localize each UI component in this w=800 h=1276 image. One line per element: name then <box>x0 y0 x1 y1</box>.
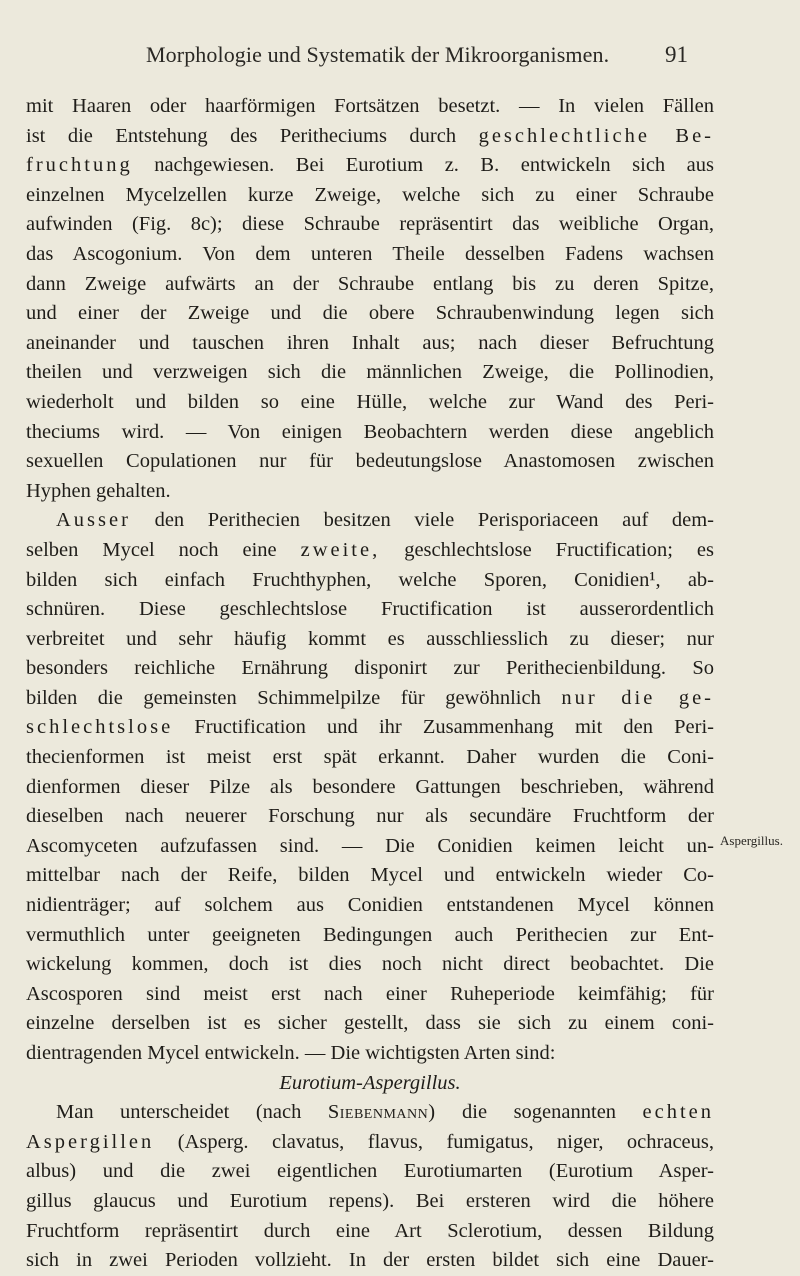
text-line: mittelbar nach der Reife, bilden Mycel und entwickeln wieder Co- <box>26 864 714 887</box>
text-line: und einer der Zweige und die obere Schraubenwindung legen sich <box>26 302 714 325</box>
text-line: das Ascogonium. Von dem unteren Theile desselben Fadens wachsen <box>26 242 714 265</box>
text-line: dientragenden Mycel entwickeln. — Die wichtigsten Arten sind: <box>26 1042 556 1064</box>
text-line: vermuthlich unter geeigneten Bedingungen auch Perithecien zur Ent- <box>26 923 714 946</box>
text-line: dieselben nach neuerer Forschung nur als secundäre Fruchtform der <box>26 805 714 828</box>
text-line: gillus glaucus und Eurotium repens). Bei ersteren wird die höhere <box>26 1189 714 1212</box>
text-line: Ascosporen sind meist erst nach einer Ruheperiode keimfähig; für <box>26 982 714 1005</box>
running-head <box>130 42 690 72</box>
author-name: Siebenmann) <box>327 1101 436 1124</box>
text-line: sich in zwei Perioden vollzieht. In der ersten bildet sich eine Dauer- <box>26 1249 714 1272</box>
text-line: dienformen dieser Pilze als besondere Gattungen beschrieben, während <box>26 775 714 798</box>
spaced-emphasis: geschlechtliche Be- <box>478 124 715 147</box>
text-line: mit Haaren oder haarförmigen Fortsätzen besetzt. — In vielen Fällen <box>26 95 714 117</box>
text-line: theciums wird. — Von einigen Beobachtern werden diese angeblich <box>26 420 714 443</box>
text-line: schnüren. Diese geschlechtslose Fructification ist ausserordentlich <box>26 598 714 621</box>
text-line: ist die Entstehung des Peritheciums durch geschlechtliche Be- <box>26 124 715 147</box>
text-line: nidienträger; auf solchem aus Conidien entstandenen Mycel können <box>26 894 714 917</box>
text-line: Ascomyceten aufzufassen sind. — Die Conidien keimen leicht un- <box>26 834 714 857</box>
text-line: selben Mycel noch eine zweite, geschlechtslose Fructification; es <box>26 538 715 561</box>
text-line: Aspergillen (Asperg. clavatus, flavus, fumigatus, niger, ochraceus, <box>26 1130 714 1153</box>
text-line: Man unterscheidet (nach Siebenmann) die sogenannten echten <box>56 1101 715 1124</box>
text-line: bilden die gemeinsten Schimmelpilze für gewöhnlich nur die ge- <box>26 686 715 709</box>
text-line: einzelnen Mycelzellen kurze Zweige, welche sich zu einer Schraube <box>26 183 714 206</box>
spaced-emphasis: zweite, <box>300 538 381 561</box>
text-line: Hyphen gehalten. <box>26 479 171 502</box>
spaced-emphasis: nur die ge- <box>561 686 715 709</box>
text-line: thecienformen ist meist erst spät erkannt. Daher wurden die Coni- <box>26 746 714 769</box>
running-title: Morphologie und Systematik der Mikroorganismen. <box>146 42 610 67</box>
text-line: einzelne derselben ist es sicher gestellt, dass sie sich zu einem coni- <box>26 1012 714 1035</box>
text-line: fruchtung nachgewiesen. Bei Eurotium z. B. entwickeln sich aus <box>26 154 714 177</box>
text-line: aufwinden (Fig. 8c); diese Schraube repräsentirt das weibliche Organ, <box>26 213 714 236</box>
text-line: verbreitet und sehr häufig kommt es ausschliesslich zu dieser; nur <box>26 627 714 650</box>
spaced-emphasis: Aspergillen <box>26 1130 155 1153</box>
body-text <box>26 92 714 1276</box>
page-number: 91 <box>665 42 688 67</box>
text-line: theilen und verzweigen sich die männlichen Zweige, die Pollinodien, <box>26 361 714 384</box>
spaced-emphasis: schlechtslose <box>26 716 174 739</box>
spaced-emphasis: Ausser <box>56 509 131 532</box>
text-line: wickelung kommen, doch ist dies noch nicht direct beobachtet. Die <box>26 953 714 976</box>
text-line: aneinander und tauschen ihren Inhalt aus; nach dieser Befruchtung <box>26 331 714 354</box>
text-line: besonders reichliche Ernährung disponirt zur Perithecienbildung. So <box>26 657 714 680</box>
text-line: dann Zweige aufwärts an der Schraube entlang bis zu deren Spitze, <box>26 272 714 295</box>
text-line: sexuellen Copulationen nur für bedeutungslose Anastomosen zwischen <box>26 450 714 473</box>
text-line: schlechtslose Fructification und ihr Zusammenhang mit den Peri- <box>26 716 715 739</box>
text-line: Ausser den Perithecien besitzen viele Perisporiaceen auf dem- <box>56 509 715 532</box>
margin-note: Aspergillus. <box>720 833 783 848</box>
text-line: wiederholt und bilden so eine Hülle, welche zur Wand des Peri- <box>26 390 714 413</box>
text-line: albus) und die zwei eigentlichen Eurotiumarten (Eurotium Asper- <box>26 1160 714 1183</box>
text-line: Fruchtform repräsentirt durch eine Art Sclerotium, dessen Bildung <box>26 1219 714 1242</box>
text-line: bilden sich einfach Fruchthyphen, welche Sporen, Conidien¹, ab- <box>26 568 714 591</box>
section-heading: Eurotium-Aspergillus. <box>279 1071 461 1094</box>
spaced-emphasis: echten <box>642 1101 715 1124</box>
spaced-emphasis: fruchtung <box>26 154 133 177</box>
